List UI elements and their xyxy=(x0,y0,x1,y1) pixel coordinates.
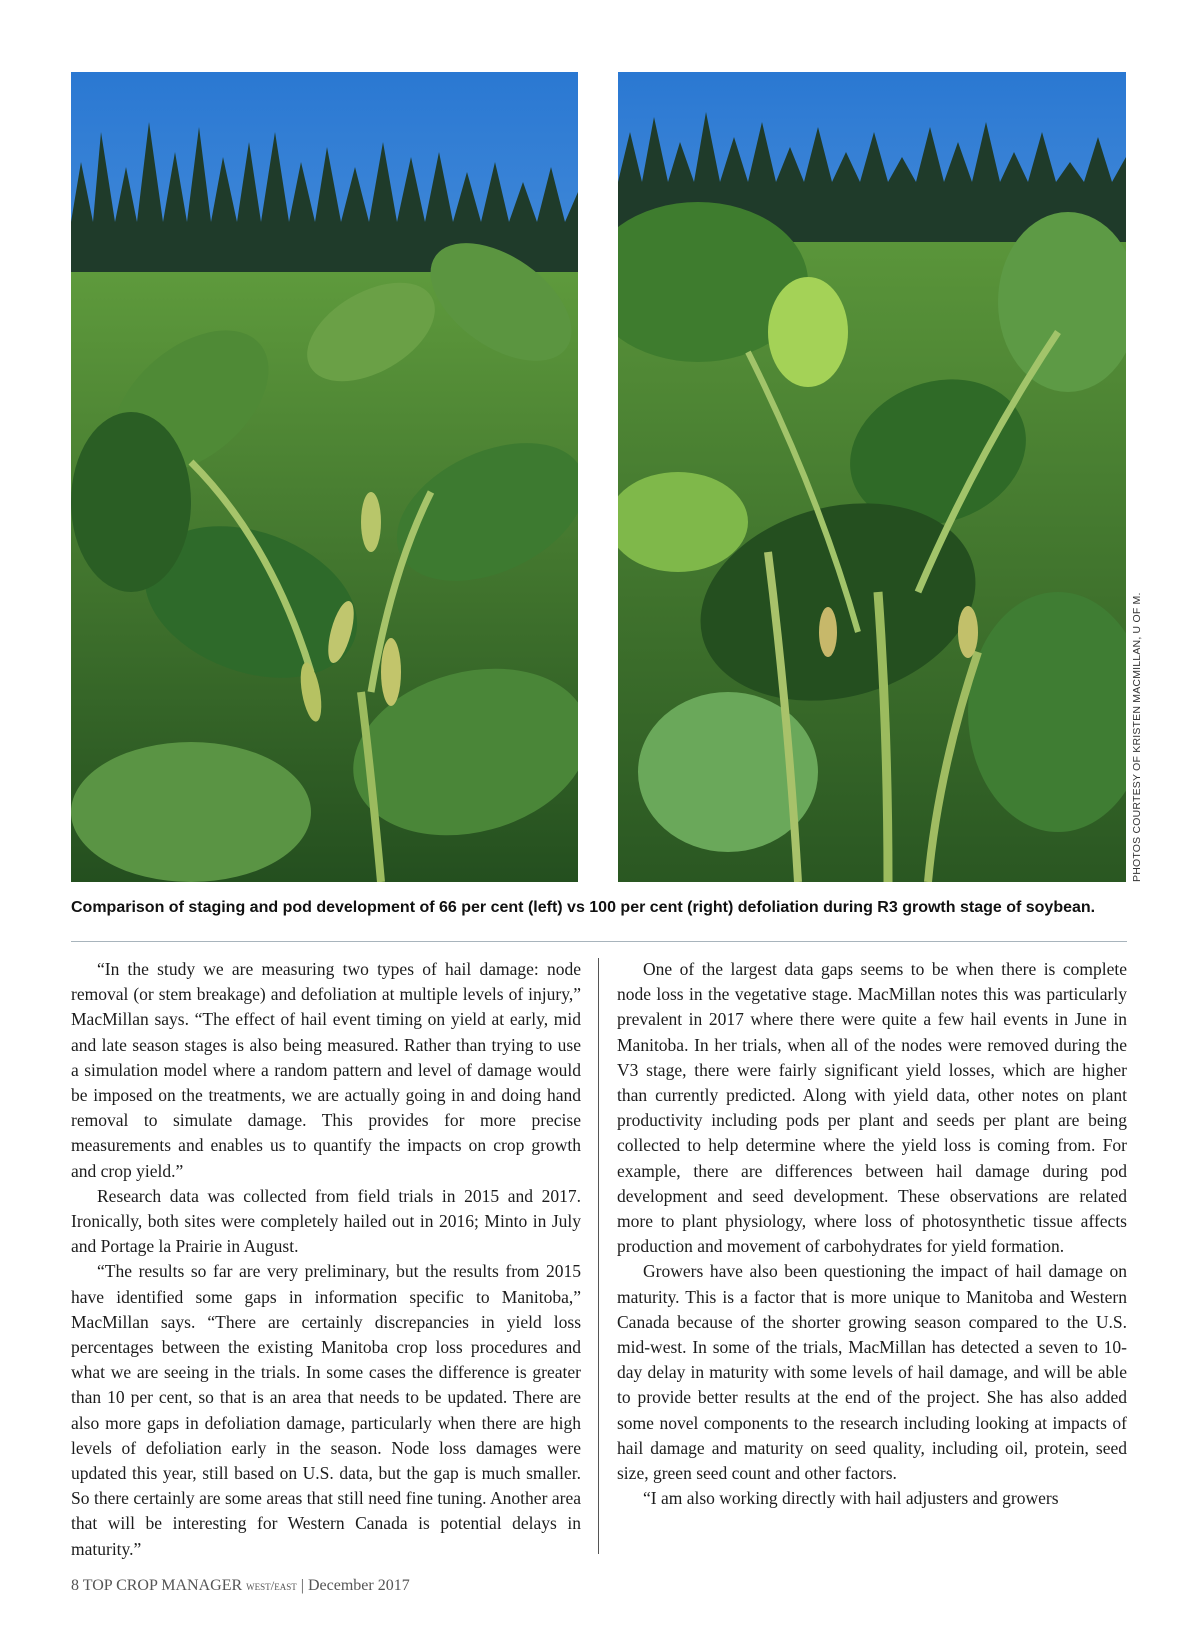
photo-right xyxy=(618,72,1126,882)
soybean-photo-left xyxy=(71,72,578,882)
paragraph: Research data was collected from field trials in 2015 and 2017. Ironically, both sites were completely hailed out in 2016; Minto in July and Portage la Prairie in August. xyxy=(71,1185,581,1257)
paragraph: Growers have also been questioning the impact of hail damage on maturity. This is a factor that is more unique to Manitoba and Western Canada because of the shorter growing season compared to the U.S. mid-west. In some of the trials, MacMillan has detected a seven to 10-day delay in maturity with some levels of hail damage, and will be able to provide better results at the end of the project. She has also added some novel components to the research including looking at impacts of hail damage and maturity on seed quality, including oil, protein, seed size, green seed count and other factors. xyxy=(617,1261,1127,1484)
column-divider xyxy=(598,958,599,1554)
footer-separator: | xyxy=(300,1577,304,1594)
issue-date: December 2017 xyxy=(307,1577,410,1594)
magazine-edition: west/east xyxy=(246,1578,297,1593)
page-footer xyxy=(71,1577,410,1595)
paragraph: One of the largest data gaps seems to be when there is complete node loss in the vegetative stage. MacMillan notes this was particularly prevalent in 2017 where there were quite a few hail events in June in Manitoba. In her trials, when all of the nodes were removed during the V3 stage, there were fairly significant yield losses, which are higher than currently predicted. Along with yield data, other notes on plant productivity including pods per plant and seeds per plant are being collected to help determine where the yield loss is coming from. For example, there are differences between hail damage during pod development and seed development. These observations are related more to plant physiology, where loss of photosynthetic tissue affects production and movement of carbohydrates for yield formation. xyxy=(617,959,1127,1257)
paragraph: “In the study we are measuring two types of hail damage: node removal (or stem breakage) and defoliation at multiple levels of injury,” MacMillan says. “The effect of hail event timing on yield at early, mid and late season stages is also being measured. Rather than trying to use a simulation model where a random pattern and level of damage would be imposed on the treatments, we are actually going in and doing hand removal to simulate damage. This provides for more precise measurements and enables us to quantify the impacts on crop growth and crop yield.” xyxy=(71,959,581,1181)
page-number: 8 xyxy=(71,1577,79,1594)
magazine-name: TOP CROP MANAGER xyxy=(82,1577,243,1594)
photo-credit: PHOTOS COURTESY OF KRISTEN MACMILLAN, U OF M. xyxy=(1131,592,1143,882)
photo-left xyxy=(71,72,578,882)
soybean-photo-right xyxy=(618,72,1126,882)
paragraph: “The results so far are very preliminary, but the results from 2015 have identified some gaps in information specific to Manitoba,” MacMillan says. “There are certainly discrepancies in yield loss percentages between the existing Manitoba crop loss procedures and what we are seeing in the trials. In some cases the difference is greater than 10 per cent, so that is an area that needs to be updated. There are also more gaps in defoliation damage, particularly when there are high levels of defoliation early in the season. Node loss damages were updated this year, still based on U.S. data, but the gap is much smaller. So there certainly are some areas that still need fine tuning. Another area that will be interesting for Western Canada is potential delays in maturity.” xyxy=(71,1261,581,1559)
paragraph: “I am also working directly with hail adjusters and growers xyxy=(643,1488,1059,1509)
caption-rule xyxy=(71,941,1127,942)
article-column-right xyxy=(617,957,1127,1511)
photo-caption: Comparison of staging and pod development of 66 per cent (left) vs 100 per cent (right) defoliation during R3 growth stage of soybean. xyxy=(71,899,1096,916)
article-column-left xyxy=(71,957,581,1562)
